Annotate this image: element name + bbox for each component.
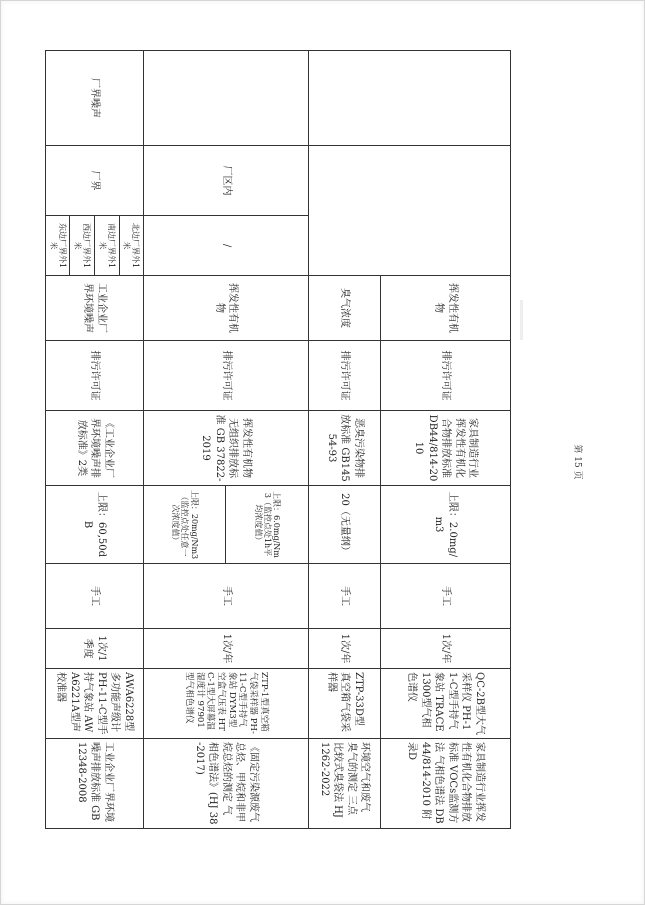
cell-analysis: 家具制造行业挥发性有机化合物排放标准 VOCs监测方法 气相色谱法 DB 44/814-2010 附录D xyxy=(381,739,511,829)
cell-frequency: 1次/年 xyxy=(309,629,381,669)
table-row xyxy=(381,51,511,829)
cell-points: / xyxy=(144,216,309,276)
cell-category: 厂界噪声 xyxy=(46,51,144,146)
cell-instrument: ZTP-33D型真空箱气袋采样器 xyxy=(309,669,381,739)
cell-method: 手工 xyxy=(144,564,309,629)
cell-instrument: AWA6228型多功能声级计 PH-11-C型手持气象站 AWA6221A型声校准器 xyxy=(46,669,144,739)
cell-factor: 挥发性有机物 xyxy=(381,276,511,341)
cell-frequency: 1次/年 xyxy=(381,629,511,669)
cell-basis: 排污许可证 xyxy=(46,341,144,411)
rotated-table-wrapper xyxy=(46,50,511,828)
cell-factor: 工业企业厂界环境噪声 xyxy=(46,276,144,341)
table-row xyxy=(144,51,309,829)
cell-category xyxy=(144,51,309,146)
monitoring-table xyxy=(45,50,511,829)
limit-subtable xyxy=(144,486,308,563)
cell-basis: 排污许可证 xyxy=(309,341,381,411)
cell-limit xyxy=(144,486,309,564)
cell-standard: 家具制造行业挥发性有机化合物排放标准 DB44/814-2010 xyxy=(381,411,511,486)
cell-category xyxy=(309,51,511,146)
cell-limit: 上限：2.0mg/m3 xyxy=(381,486,511,564)
point-south: 南边厂界外1米 xyxy=(95,216,120,275)
cell-location: 厂区内 xyxy=(144,146,309,216)
cell-method: 手工 xyxy=(46,564,144,629)
cell-frequency: 1次/年 xyxy=(144,629,309,669)
cell-standard: 《工业企业厂界环境噪声排放标准》2类 xyxy=(46,411,144,486)
point-west: 西边厂界外1米 xyxy=(70,216,95,275)
cell-analysis: 环境空气和废气 臭气的测定 三点比较式臭袋法 HJ 1262-2022 xyxy=(309,739,381,829)
cell-analysis: 工业企业厂界环境噪声排放标准 GB 12348-2008 xyxy=(46,739,144,829)
point-north: 北边厂界外1米 xyxy=(122,222,141,269)
cell-location xyxy=(309,146,511,276)
cell-instrument: ZTP-1型真空箱气袋采样器 PH-11-C型手持气象站 DYM3型空盒气压表 HTC-1型大屏幕温湿度计 97901型气相色谱仪 xyxy=(144,669,309,739)
cell-basis: 排污许可证 xyxy=(144,341,309,411)
cell-factor: 挥发性有机物 xyxy=(144,276,309,341)
table-row xyxy=(46,51,144,829)
points-subtable xyxy=(46,216,143,275)
point-east: 东边厂界外1米 xyxy=(46,216,70,275)
cell-location: 厂界 xyxy=(46,146,144,216)
cell-analysis: 《固定污染源废气 总烃、甲烷和非甲烷总烃的测定 气相色谱法》(HJ 38-2017) xyxy=(144,739,309,829)
cell-factor: 臭气浓度 xyxy=(309,276,381,341)
page-number: 第 15 页 xyxy=(572,444,582,480)
cell-limit: 20（无量纲） xyxy=(309,486,381,564)
cell-basis: 排污许可证 xyxy=(381,341,511,411)
cell-method: 手工 xyxy=(381,564,511,629)
scan-mark xyxy=(520,300,523,340)
cell-instrument: QC-2B型大气采样仪 PH-11-C型手持气象站 TRACE1300型气相色谱仪 xyxy=(381,669,511,739)
cell-method: 手工 xyxy=(309,564,381,629)
limit-single-value: 上限：20mg/Nm3（监控点处任意一次浓度值） xyxy=(144,486,226,563)
limit-1h-average: 上限：6.0mg/Nm3（监控点处1h平均浓度值） xyxy=(253,491,282,558)
cell-standard: 恶臭污染物排放标准 GB14554-93 xyxy=(309,411,381,486)
cell-limit: 上限：60,50dB xyxy=(46,486,144,564)
cell-frequency: 1次/1季度 xyxy=(46,629,144,669)
cell-standard: 挥发性有机物无组织排放标准 GB 37822-2019 xyxy=(144,411,309,486)
cell-points xyxy=(46,216,144,276)
